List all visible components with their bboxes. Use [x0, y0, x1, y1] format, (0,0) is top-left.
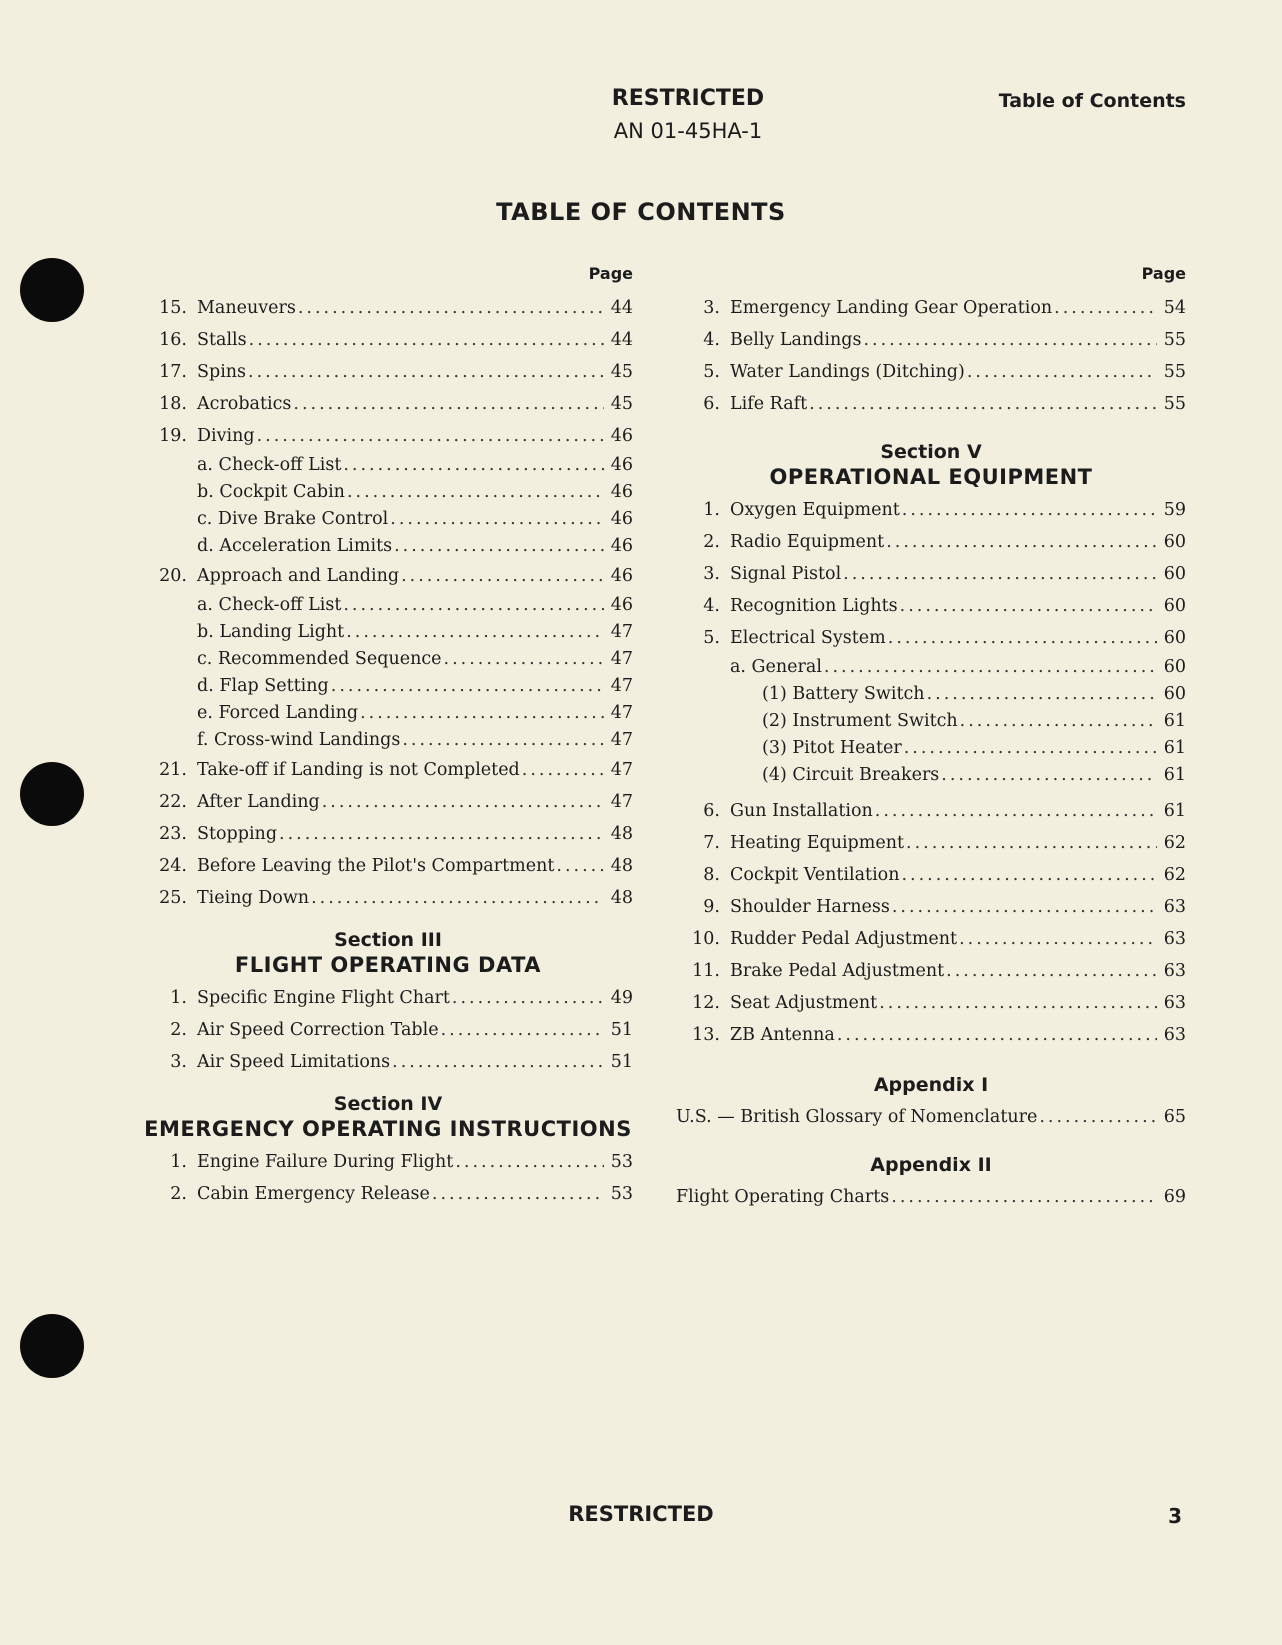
entry-number: 3. — [703, 564, 720, 584]
entry-number: 1. — [170, 1152, 187, 1172]
entry-label: Take-off if Landing is not Completed — [197, 760, 520, 780]
toc-entry — [676, 622, 1186, 654]
appendix-2-heading — [676, 1153, 1186, 1177]
dot-leader — [906, 827, 1157, 859]
entry-label: Air Speed Correction Table — [197, 1020, 439, 1040]
entry-page-number: 47 — [610, 792, 633, 812]
entry-page-number: 47 — [610, 703, 633, 723]
entry-label: Specific Engine Flight Chart — [197, 988, 450, 1008]
toc-entry — [676, 526, 1186, 558]
entry-number: 1. — [170, 988, 187, 1008]
entry-label: Flight Operating Charts — [676, 1187, 890, 1207]
entry-label: Radio Equipment — [730, 532, 885, 552]
dot-leader — [886, 526, 1157, 558]
dot-leader — [1054, 292, 1157, 324]
entry-page-number: 59 — [1163, 500, 1186, 520]
entry-page-number: 49 — [610, 988, 633, 1008]
dot-leader — [311, 882, 604, 914]
entry-page-number: 54 — [1163, 298, 1186, 318]
entry-number: 3. — [703, 298, 720, 318]
toc-entry — [143, 882, 633, 914]
toc-entry — [143, 560, 633, 592]
entry-label: Recognition Lights — [730, 596, 898, 616]
entry-label: Electrical System — [730, 628, 886, 648]
toc-entry — [676, 1181, 1186, 1213]
entry-label: d. Flap Setting — [197, 676, 329, 696]
entry-label: Seat Adjustment — [730, 993, 878, 1013]
section-3-title: FLIGHT OPERATING DATA — [234, 953, 542, 977]
toc-subentry — [676, 654, 1186, 681]
page-column-header: Page — [588, 264, 633, 283]
entry-number: 16. — [159, 330, 187, 350]
entry-page-number: 48 — [610, 856, 633, 876]
toc-subentry — [143, 700, 633, 727]
entry-number: 19. — [159, 426, 187, 446]
entry-label: Belly Landings — [730, 330, 862, 350]
entry-number: 23. — [159, 824, 187, 844]
entry-page-number: 60 — [1163, 684, 1186, 704]
section-4-list — [143, 1146, 633, 1210]
entry-number: 8. — [703, 865, 720, 885]
toc-subentry — [143, 479, 633, 506]
entry-number: 18. — [159, 394, 187, 414]
entry-page-number: 53 — [610, 1152, 633, 1172]
section-4-heading — [143, 1092, 633, 1142]
appendix-2-list — [676, 1181, 1186, 1213]
dot-leader — [444, 646, 604, 673]
entry-label: Acrobatics — [197, 394, 292, 414]
entry-label: Gun Installation — [730, 801, 873, 821]
dot-leader — [455, 1146, 604, 1178]
dot-leader — [347, 479, 604, 506]
entry-page-number: 61 — [1163, 765, 1186, 785]
toc-entry — [676, 1019, 1186, 1051]
toc-entry — [676, 1101, 1186, 1133]
toc-subentry — [676, 681, 1186, 708]
dot-leader — [959, 923, 1157, 955]
entry-page-number: 63 — [1163, 961, 1186, 981]
header-restricted: RESTRICTED — [611, 86, 765, 111]
dot-leader — [902, 494, 1157, 526]
entry-page-number: 47 — [610, 676, 633, 696]
entry-number: 1. — [703, 500, 720, 520]
binder-hole-middle — [20, 762, 84, 826]
toc-entry — [676, 987, 1186, 1019]
header-section-label: Table of Contents — [998, 90, 1186, 112]
entry-page-number: 48 — [610, 888, 633, 908]
entry-page-number: 61 — [1163, 738, 1186, 758]
entry-page-number: 63 — [1163, 897, 1186, 917]
entry-label: Air Speed Limitations — [197, 1052, 391, 1072]
toc-entry — [143, 388, 633, 420]
dot-leader — [809, 388, 1157, 420]
dot-leader — [946, 955, 1157, 987]
entry-number: 7. — [703, 833, 720, 853]
dot-leader — [522, 754, 604, 786]
entry-label: Diving — [197, 426, 255, 446]
toc-entry — [143, 754, 633, 786]
dot-leader — [279, 818, 604, 850]
entry-number: 22. — [159, 792, 187, 812]
entry-label: Approach and Landing — [197, 566, 400, 586]
entry-label: Brake Pedal Adjustment — [730, 961, 945, 981]
section-5-list-a — [676, 494, 1186, 654]
toc-entry — [676, 859, 1186, 891]
toc-subentry — [676, 762, 1186, 789]
entry-page-number: 45 — [610, 394, 633, 414]
dot-leader — [879, 987, 1157, 1019]
entry-label: c. Recommended Sequence — [197, 649, 442, 669]
entry-label: Heating Equipment — [730, 833, 905, 853]
entry-page-number: 61 — [1163, 801, 1186, 821]
toc-subentry — [143, 533, 633, 560]
entry-label: a. General — [730, 657, 822, 677]
entry-label: b. Landing Light — [197, 622, 345, 642]
entry-label: a. Check-off List — [197, 595, 342, 615]
entry-label: Maneuvers — [197, 298, 296, 318]
toc-subentry — [143, 452, 633, 479]
dot-leader — [257, 420, 604, 452]
entry-page-number: 63 — [1163, 929, 1186, 949]
entry-label: Stopping — [197, 824, 278, 844]
entry-label: Cabin Emergency Release — [197, 1184, 430, 1204]
section-5-label: Section V — [880, 441, 982, 463]
entry-number: 15. — [159, 298, 187, 318]
approach-sublist — [143, 592, 633, 754]
dot-leader — [927, 681, 1157, 708]
entry-number: 20. — [159, 566, 187, 586]
entry-number: 3. — [170, 1052, 187, 1072]
dot-leader — [1039, 1101, 1157, 1133]
entry-page-number: 47 — [610, 760, 633, 780]
entry-label: Tieing Down — [197, 888, 310, 908]
dot-leader — [322, 786, 604, 818]
dot-leader — [452, 982, 604, 1014]
entry-number: 17. — [159, 362, 187, 382]
entry-number: 6. — [703, 394, 720, 414]
entry-number: 6. — [703, 801, 720, 821]
entry-page-number: 45 — [610, 362, 633, 382]
dot-leader — [843, 558, 1157, 590]
entry-page-number: 47 — [610, 730, 633, 750]
toc-entry — [676, 494, 1186, 526]
toc-entry — [143, 818, 633, 850]
entry-page-number: 47 — [610, 622, 633, 642]
section-4-label: Section IV — [333, 1093, 443, 1115]
section-3-list — [143, 982, 633, 1078]
entry-label: e. Forced Landing — [197, 703, 359, 723]
dot-leader — [892, 891, 1157, 923]
entry-number: 9. — [703, 897, 720, 917]
toc-subentry — [143, 506, 633, 533]
entry-page-number: 46 — [610, 509, 633, 529]
dot-leader — [343, 452, 604, 479]
toc-entry — [676, 955, 1186, 987]
dot-leader — [875, 795, 1157, 827]
left-group-2 — [143, 754, 633, 914]
dot-leader — [394, 533, 604, 560]
entry-approach — [143, 560, 633, 592]
section-5-list-b — [676, 795, 1186, 1051]
entry-number: 4. — [703, 330, 720, 350]
dot-leader — [249, 324, 604, 356]
entry-label: d. Acceleration Limits — [197, 536, 393, 556]
entry-label: Spins — [197, 362, 247, 382]
entry-label: (4) Circuit Breakers — [762, 765, 940, 785]
entry-label: Rudder Pedal Adjustment — [730, 929, 958, 949]
entry-page-number: 46 — [610, 595, 633, 615]
entry-page-number: 60 — [1163, 564, 1186, 584]
dot-leader — [331, 673, 604, 700]
entry-page-number: 53 — [610, 1184, 633, 1204]
entry-general — [676, 654, 1186, 681]
entry-label: a. Check-off List — [197, 455, 342, 475]
entry-page-number: 60 — [1163, 596, 1186, 616]
toc-entry — [143, 850, 633, 882]
toc-subentry — [143, 727, 633, 754]
entry-page-number: 63 — [1163, 993, 1186, 1013]
entry-number: 2. — [703, 532, 720, 552]
entry-page-number: 61 — [1163, 711, 1186, 731]
dot-leader — [967, 356, 1157, 388]
entry-page-number: 51 — [610, 1052, 633, 1072]
toc-entry — [676, 356, 1186, 388]
entry-label: Shoulder Harness — [730, 897, 890, 917]
toc-entry — [676, 891, 1186, 923]
entry-label: b. Cockpit Cabin — [197, 482, 345, 502]
entry-page-number: 63 — [1163, 1025, 1186, 1045]
dot-leader — [863, 324, 1157, 356]
entry-label: Water Landings (Ditching) — [730, 362, 965, 382]
section-4-continued-list — [676, 292, 1186, 420]
section-5-heading — [676, 440, 1186, 490]
toc-entry — [143, 420, 633, 452]
diving-sublist — [143, 452, 633, 560]
toc-subentry — [143, 592, 633, 619]
entry-number: 2. — [170, 1184, 187, 1204]
dot-leader — [888, 622, 1157, 654]
dot-leader — [392, 1046, 604, 1078]
entry-page-number: 51 — [610, 1020, 633, 1040]
entry-page-number: 60 — [1163, 628, 1186, 648]
toc-entry — [676, 923, 1186, 955]
dot-leader — [837, 1019, 1157, 1051]
header-doc-number: AN 01-45HA-1 — [613, 119, 763, 143]
entry-label: After Landing — [197, 792, 320, 812]
entry-page-number: 44 — [610, 298, 633, 318]
toc-entry — [676, 388, 1186, 420]
dot-leader — [900, 590, 1157, 622]
binder-hole-top — [20, 258, 84, 322]
appendix-1-label: Appendix I — [873, 1074, 989, 1096]
toc-entry — [676, 827, 1186, 859]
dot-leader — [824, 654, 1157, 681]
dot-leader — [904, 735, 1157, 762]
appendix-1-heading — [676, 1073, 1186, 1097]
toc-entry — [143, 324, 633, 356]
dot-leader — [346, 619, 604, 646]
entry-number: 11. — [692, 961, 720, 981]
page-title: TABLE OF CONTENTS — [496, 198, 786, 226]
toc-entry — [143, 356, 633, 388]
entry-page-number: 46 — [610, 566, 633, 586]
dot-leader — [441, 1014, 604, 1046]
entry-number: 4. — [703, 596, 720, 616]
entry-label: Signal Pistol — [730, 564, 842, 584]
binder-hole-bottom — [20, 1314, 84, 1378]
toc-entry — [676, 590, 1186, 622]
appendix-1-list — [676, 1101, 1186, 1133]
dot-leader — [891, 1181, 1157, 1213]
entry-label: Emergency Landing Gear Operation — [730, 298, 1053, 318]
toc-entry — [143, 1146, 633, 1178]
entry-number: 21. — [159, 760, 187, 780]
entry-page-number: 55 — [1163, 330, 1186, 350]
toc-entry — [143, 982, 633, 1014]
dot-leader — [390, 506, 604, 533]
section-3-label: Section III — [334, 929, 442, 951]
section-3-heading — [143, 928, 633, 978]
entry-page-number: 48 — [610, 824, 633, 844]
entry-number: 25. — [159, 888, 187, 908]
dot-leader — [941, 762, 1157, 789]
entry-page-number: 44 — [610, 330, 633, 350]
entry-page-number: 62 — [1163, 833, 1186, 853]
footer-restricted: RESTRICTED — [568, 1502, 714, 1526]
entry-number: 10. — [692, 929, 720, 949]
toc-entry — [676, 795, 1186, 827]
entry-page-number: 60 — [1163, 532, 1186, 552]
entry-page-number: 62 — [1163, 865, 1186, 885]
page-number: 3 — [1168, 1504, 1182, 1528]
toc-subentry — [676, 708, 1186, 735]
appendix-2-label: Appendix II — [870, 1154, 992, 1176]
entry-page-number: 46 — [610, 455, 633, 475]
toc-entry — [143, 1178, 633, 1210]
left-column — [143, 262, 633, 1210]
entry-label: Stalls — [197, 330, 247, 350]
entry-page-number: 46 — [610, 536, 633, 556]
entry-label: (1) Battery Switch — [762, 684, 925, 704]
toc-entry — [143, 1014, 633, 1046]
entry-page-number: 55 — [1163, 394, 1186, 414]
dot-leader — [960, 708, 1157, 735]
toc-subentry — [143, 619, 633, 646]
entry-label: c. Dive Brake Control — [197, 509, 389, 529]
entry-number: 13. — [692, 1025, 720, 1045]
toc-entry — [143, 292, 633, 324]
entry-label: Engine Failure During Flight — [197, 1152, 454, 1172]
entry-page-number: 46 — [610, 482, 633, 502]
entry-number: 2. — [170, 1020, 187, 1040]
toc-subentry — [143, 673, 633, 700]
toc-entry — [143, 786, 633, 818]
entry-label: f. Cross-wind Landings — [197, 730, 401, 750]
dot-leader — [432, 1178, 604, 1210]
entry-page-number: 60 — [1163, 657, 1186, 677]
dot-leader — [293, 388, 604, 420]
entry-page-number: 55 — [1163, 362, 1186, 382]
general-sublist — [676, 681, 1186, 789]
entry-label: U.S. — British Glossary of Nomenclature — [676, 1107, 1038, 1127]
page-column-header: Page — [1141, 264, 1186, 283]
entry-label: ZB Antenna — [730, 1025, 835, 1045]
dot-leader — [298, 292, 604, 324]
dot-leader — [901, 859, 1157, 891]
toc-entry — [143, 1046, 633, 1078]
dot-leader — [343, 592, 604, 619]
dot-leader — [402, 727, 604, 754]
entry-label: Cockpit Ventilation — [730, 865, 900, 885]
section-5-title: OPERATIONAL EQUIPMENT — [769, 465, 1093, 489]
entry-page-number: 65 — [1163, 1107, 1186, 1127]
entry-label: Oxygen Equipment — [730, 500, 900, 520]
left-group-1 — [143, 292, 633, 420]
entry-number: 5. — [703, 362, 720, 382]
toc-entry — [676, 292, 1186, 324]
dot-leader — [360, 700, 604, 727]
entry-number: 24. — [159, 856, 187, 876]
toc-entry — [676, 558, 1186, 590]
dot-leader — [401, 560, 604, 592]
entry-number: 5. — [703, 628, 720, 648]
dot-leader — [248, 356, 604, 388]
entry-number: 12. — [692, 993, 720, 1013]
entry-diving — [143, 420, 633, 452]
right-column — [676, 262, 1186, 1213]
entry-label: Before Leaving the Pilot's Compartment — [197, 856, 555, 876]
entry-page-number: 47 — [610, 649, 633, 669]
section-4-title: EMERGENCY OPERATING INSTRUCTIONS — [144, 1117, 632, 1141]
entry-page-number: 46 — [610, 426, 633, 446]
toc-subentry — [676, 735, 1186, 762]
entry-label: (3) Pitot Heater — [762, 738, 902, 758]
entry-label: Life Raft — [730, 394, 808, 414]
dot-leader — [556, 850, 604, 882]
toc-entry — [676, 324, 1186, 356]
entry-page-number: 69 — [1163, 1187, 1186, 1207]
entry-label: (2) Instrument Switch — [762, 711, 958, 731]
toc-subentry — [143, 646, 633, 673]
